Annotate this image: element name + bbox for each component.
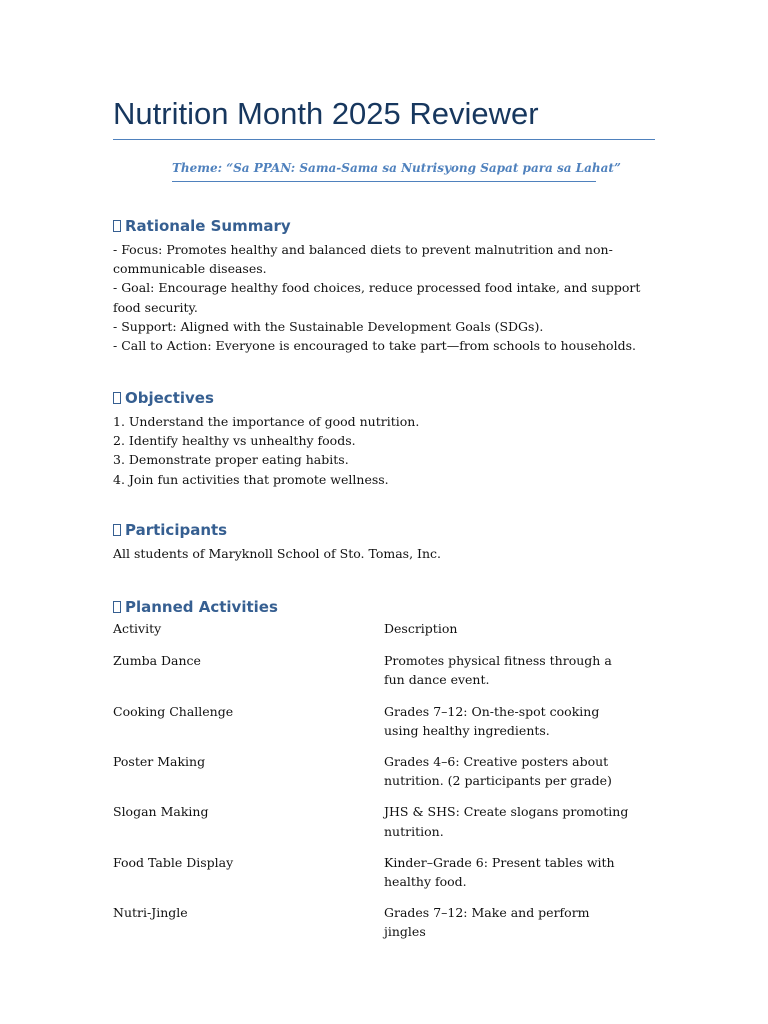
objectives-list — [113, 412, 653, 489]
objective-item: 3. Demonstrate proper eating habits. — [113, 452, 349, 468]
missing-glyph-icon — [113, 220, 121, 232]
table-row — [113, 752, 655, 790]
activity-cell: Zumba Dance — [113, 653, 201, 669]
table-row — [113, 702, 655, 740]
objectives-heading-text: Objectives — [125, 389, 214, 407]
document-title: Nutrition Month 2025 Reviewer — [113, 96, 539, 131]
theme-line: Theme: “Sa PPAN: Sama-Sama sa Nutrisyong Sapat para sa Lahat” — [172, 158, 596, 182]
table-row — [113, 651, 655, 689]
missing-glyph-icon — [113, 392, 121, 404]
missing-glyph-icon — [113, 524, 121, 536]
description-cell: Grades 7–12: On-the-spot cooking using healthy ingredients. — [384, 703, 600, 738]
table-row — [113, 903, 655, 941]
description-cell: Grades 7–12: Make and perform jingles — [384, 905, 590, 940]
table-header-row — [113, 619, 655, 638]
title-divider — [113, 139, 655, 140]
description-cell: JHS & SHS: Create slogans promoting nutrition. — [384, 804, 629, 839]
description-cell: Promotes physical fitness through a fun dance event. — [384, 653, 612, 688]
activity-cell: Food Table Display — [113, 854, 234, 870]
activity-cell: Cooking Challenge — [113, 703, 234, 719]
objective-item: 1. Understand the importance of good nutrition. — [113, 414, 420, 429]
missing-glyph-icon — [113, 601, 121, 613]
objective-item: 4. Join fun activities that promote wellness. — [113, 471, 389, 487]
objectives-heading — [113, 387, 214, 409]
activity-cell: Poster Making — [113, 754, 206, 770]
activities-heading — [113, 596, 278, 618]
participants-text: All students of Maryknoll School of Sto. Tomas, Inc. — [113, 546, 442, 561]
table-row — [113, 853, 655, 891]
rationale-line: - Call to Action: Everyone is encouraged to take part—from schools to households. — [113, 338, 636, 354]
table-row — [113, 802, 655, 840]
description-cell: Grades 4–6: Creative posters about nutrition. (2 participants per grade) — [384, 754, 612, 789]
activity-cell: Nutri-Jingle — [113, 905, 188, 921]
activities-heading-text: Planned Activities — [125, 598, 278, 616]
activity-cell: Slogan Making — [113, 804, 209, 820]
participants-heading — [113, 519, 227, 541]
rationale-heading-text: Rationale Summary — [125, 217, 291, 235]
description-cell: Kinder–Grade 6: Present tables with healthy food. — [384, 854, 615, 890]
rationale-heading — [113, 215, 291, 237]
participants-heading-text: Participants — [125, 521, 228, 539]
rationale-line: - Focus: Promotes healthy and balanced diets to prevent malnutrition and non-communicable diseases. — [113, 242, 613, 277]
rationale-list — [113, 240, 653, 355]
column-header-description: Description — [384, 621, 458, 636]
activities-table — [113, 619, 655, 954]
rationale-line: - Goal: Encourage healthy food choices, reduce processed food intake, and support food security. — [113, 280, 641, 315]
column-header-activity: Activity — [113, 621, 162, 636]
rationale-line: - Support: Aligned with the Sustainable Development Goals (SDGs). — [113, 318, 544, 334]
objective-item: 2. Identify healthy vs unhealthy foods. — [113, 433, 356, 449]
